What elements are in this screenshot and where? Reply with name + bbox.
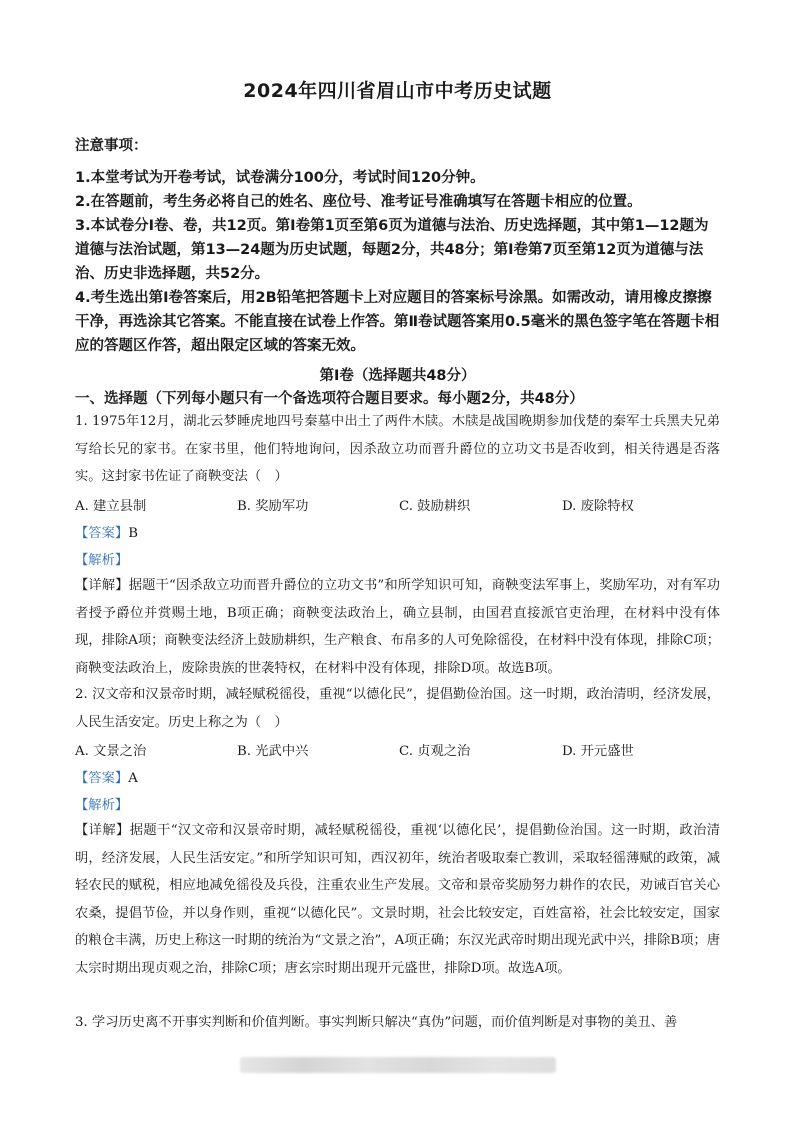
answer-label: 【答案】 <box>75 771 129 786</box>
detail-label: 【详解】 <box>75 823 130 838</box>
detail-text: 据题干“汉文帝和汉景帝时期，减轻赋税徭役，重视‘以德化民’，提倡勤俭治国。这一时期，政治清明，经济发展，人民生活安定。”和所学知识可知，西汉初年，统治者吸取秦亡教训，采取轻徭薄赋的政策，减轻农民的赋税，相应地减免徭役及兵役，注重农业生产发展。文帝和景帝奖励努力耕作的农民，劝诫百官关心农桑，提倡节俭，并以身作则，重视“以德化民”。文景时期，社会比较安定，百姓富裕，社会比较安定，国家的粮仓丰满，历史上称这一时期的统治为“文景之治”，A项正确；东汉光武帝时期出现光武中兴，排除B项；唐太宗时期出现贞观之治，排除C项；唐玄宗时期出现开元盛世，排除D项。故选A项。 <box>75 823 721 976</box>
option-b: B. 奖励军功 <box>237 499 309 514</box>
answer-value: B <box>128 526 138 541</box>
analysis-label: 【解析】 <box>75 553 129 568</box>
question-stem: 1. 1975年12月，湖北云梦睡虎地四号秦墓中出土了两件木牍。木牍是战国晚期参加伐楚的秦军士兵黑夫兄弟写给长兄的家书。在家书里，他们特地询问，因杀敌立功而晋升爵位的立功文书是否收到，相关待遇是否落实。这封家书佐证了商鞅变法（ ） <box>75 414 720 484</box>
question-options <box>75 740 720 760</box>
notice-item: 3.本试卷分I卷、卷，共12页。第I卷第1页至第6页为道德与法治、历史选择题，其中第1—12题为道德与法治试题，第13—24题为历史试题，每题2分，共48分；第I卷第7页至第12页为道德与法治、历史非选择题，共52分。 <box>75 218 709 282</box>
notice-item: 4.考生选出第I卷答案后，用2B铅笔把答题卡上对应题目的答案标号涂黑。如需改动，请用橡皮擦擦干净，再选涂其它答案。不能直接在试卷上作答。第Ⅱ卷试题答案用0.5毫米的黑色签字笔在答题卡相应的答题区作答，超出限定区域的答案无效。 <box>75 290 720 354</box>
page-title: 2024年四川省眉山市中考历史试题 <box>243 80 552 102</box>
option-d: D. 开元盛世 <box>562 744 634 759</box>
notice-heading: 注意事项： <box>75 138 148 154</box>
question-options <box>75 495 720 515</box>
answer-value: A <box>128 771 138 786</box>
question-stem: 2. 汉文帝和汉景帝时期，减轻赋税徭役，重视“以德化民”，提倡勤俭治国。这一时期，政治清明，经济发展，人民生活安定。历史上称之为（ ） <box>75 687 720 730</box>
detail-block <box>75 817 720 982</box>
detail-block <box>75 572 720 682</box>
option-c: C. 贞观之治 <box>399 744 471 759</box>
question-stem: 3. 学习历史离不开事实判断和价值判断。事实判断只解决“真伪”问题，而价值判断是对事物的美丑、善 <box>75 1015 678 1030</box>
option-a: A. 文景之治 <box>75 744 147 759</box>
option-b: B. 光武中兴 <box>237 744 309 759</box>
analysis-label: 【解析】 <box>75 798 129 813</box>
option-a: A. 建立县制 <box>75 499 147 514</box>
notice-block <box>75 134 720 358</box>
notice-item: 2.在答题前，考生务必将自己的姓名、座位号、准考证号准确填写在答题卡相应的位置。 <box>75 194 642 210</box>
answer-label: 【答案】 <box>75 526 129 541</box>
part-title: 第I卷（选择题共48分） <box>319 368 476 384</box>
detail-label: 【详解】 <box>75 578 129 593</box>
option-d: D. 废除特权 <box>562 499 634 514</box>
blurred-footer-watermark <box>240 1057 556 1073</box>
analysis-line <box>75 549 128 568</box>
notice-item: 1.本堂考试为开卷考试，试卷满分100分，考试时间120分钟。 <box>75 170 485 186</box>
section-title: 一、选择题（下列每小题只有一个备选项符合题目要求。每小题2分，共48分） <box>75 391 584 407</box>
option-c: C. 鼓励耕织 <box>399 499 471 514</box>
detail-text: 据题干“因杀敌立功而晋升爵位的立功文书”和所学知识可知，商鞅变法军事上，奖励军功，对有军功者授予爵位并赏赐土地，B项正确；商鞅变法政治上，确立县制，由国君直接派官吏治理，在材料中没有体现，排除A项；商鞅变法经济上鼓励耕织，生产粮食、布帛多的人可免除徭役，在材料中没有体现，排除C项；商鞅变法政治上，废除贵族的世袭特权，在材料中没有体现，排除D项。故选B项。 <box>75 578 720 676</box>
answer-line <box>75 767 138 786</box>
analysis-line <box>75 794 128 813</box>
answer-line <box>75 522 138 541</box>
